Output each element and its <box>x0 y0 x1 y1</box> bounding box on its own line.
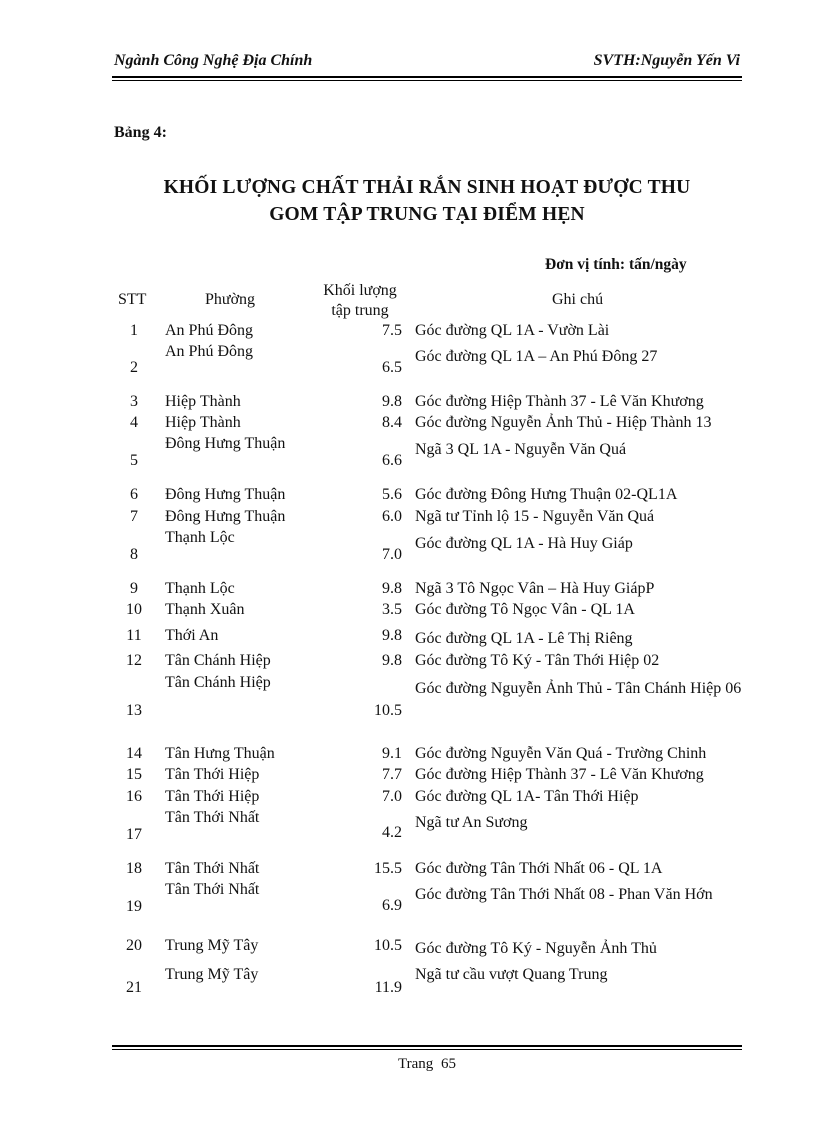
row-ward: Tân Hưng Thuận <box>165 745 275 762</box>
column-header-volume-line1: Khối lượng <box>323 282 397 299</box>
row-stt: 12 <box>126 652 142 669</box>
column-header-note: Ghi chú <box>552 291 604 308</box>
row-volume: 6.5 <box>382 359 402 376</box>
row-stt: 18 <box>126 860 142 877</box>
row-note: Góc đường QL 1A - Hà Huy Giáp <box>415 535 633 552</box>
row-ward: Đông Hưng Thuận <box>165 435 286 452</box>
row-volume: 10.5 <box>374 702 402 719</box>
row-volume: 10.5 <box>374 937 402 954</box>
row-stt: 2 <box>130 359 138 376</box>
row-stt: 13 <box>126 702 142 719</box>
row-note: Góc đường QL 1A - Lê Thị Riêng <box>415 630 633 647</box>
row-note: Ngã tư An Sương <box>415 814 528 831</box>
row-volume: 7.0 <box>382 546 402 563</box>
row-volume: 7.7 <box>382 766 402 783</box>
row-stt: 4 <box>130 414 138 431</box>
row-ward: Hiệp Thành <box>165 414 241 431</box>
row-note: Góc đường Đông Hưng Thuận 02-QL1A <box>415 486 678 503</box>
row-note: Góc đường QL 1A - Vườn Lài <box>415 322 610 339</box>
row-stt: 21 <box>126 979 142 996</box>
row-volume: 5.6 <box>382 486 402 503</box>
column-header-ward: Phường <box>205 291 256 308</box>
row-stt: 16 <box>126 788 142 805</box>
row-volume: 9.8 <box>382 393 402 410</box>
row-volume: 7.0 <box>382 788 402 805</box>
row-volume: 9.1 <box>382 745 402 762</box>
row-stt: 6 <box>130 486 138 503</box>
row-stt: 19 <box>126 898 142 915</box>
row-note: Góc đường Tân Thới Nhất 08 - Phan Văn Hớn <box>415 886 713 903</box>
row-stt: 11 <box>126 627 142 644</box>
page-header <box>112 52 742 74</box>
column-header-stt: STT <box>118 291 147 308</box>
page-label: Trang <box>397 1056 434 1072</box>
row-stt: 3 <box>130 393 138 410</box>
row-stt: 10 <box>126 601 142 618</box>
row-volume: 15.5 <box>374 860 402 877</box>
row-note: Ngã 3 QL 1A - Nguyễn Văn Quá <box>415 441 627 458</box>
row-stt: 15 <box>126 766 142 783</box>
row-ward: Thạnh Lộc <box>165 529 235 546</box>
row-volume: 6.6 <box>382 452 402 469</box>
title-line-2: GOM TẬP TRUNG TẠI ĐIỂM HẸN <box>269 204 585 225</box>
row-volume: 4.2 <box>382 824 402 841</box>
row-stt: 8 <box>130 546 138 563</box>
footer-rule <box>112 1045 742 1047</box>
row-stt: 14 <box>126 745 142 762</box>
row-volume: 9.8 <box>382 627 402 644</box>
column-header-volume <box>310 281 410 321</box>
row-ward: Tân Thới Hiệp <box>165 766 260 783</box>
row-ward: Tân Chánh Hiệp <box>165 674 271 691</box>
row-note: Ngã 3 Tô Ngọc Vân – Hà Huy GiápP <box>415 580 655 597</box>
row-note: Góc đường Tân Thới Nhất 06 - QL 1A <box>415 860 663 877</box>
header-department: Ngành Công Nghệ Địa Chính <box>114 52 313 69</box>
row-ward: Trung Mỹ Tây <box>165 937 259 954</box>
row-ward: Trung Mỹ Tây <box>165 966 259 983</box>
row-ward: Tân Thới Nhất <box>165 809 260 826</box>
row-ward: Hiệp Thành <box>165 393 241 410</box>
header-author: SVTH:Nguyễn Yến Vi <box>593 52 740 69</box>
row-ward: Thạnh Xuân <box>165 601 245 618</box>
row-stt: 20 <box>126 937 142 954</box>
row-volume: 11.9 <box>374 979 402 996</box>
row-note: Góc đường Tô Ngọc Vân - QL 1A <box>415 601 635 618</box>
table-label: Bảng 4: <box>114 124 167 141</box>
row-ward: An Phú Đông <box>165 343 254 360</box>
header-rule <box>112 76 742 78</box>
column-header-volume-line2: tập trung <box>331 302 389 319</box>
row-ward: Đông Hưng Thuận <box>165 508 286 525</box>
row-volume: 7.5 <box>382 322 402 339</box>
row-stt: 5 <box>130 452 138 469</box>
row-volume: 8.4 <box>382 414 402 431</box>
row-note: Góc đường Hiệp Thành 37 - Lê Văn Khương <box>415 393 704 410</box>
row-volume: 6.0 <box>382 508 402 525</box>
header-rule-thin <box>112 80 742 81</box>
row-stt: 7 <box>130 508 138 525</box>
row-ward: Thạnh Lộc <box>165 580 235 597</box>
row-stt: 17 <box>126 826 142 843</box>
row-stt: 1 <box>130 322 138 339</box>
row-note: Góc đường Tô Ký - Tân Thới Hiệp 02 <box>415 652 660 669</box>
row-note: Góc đường Nguyễn Văn Quá - Trường Chinh <box>415 745 707 762</box>
row-ward: Tân Thới Nhất <box>165 881 260 898</box>
row-volume: 3.5 <box>382 601 402 618</box>
row-ward: Tân Thới Hiệp <box>165 788 260 805</box>
row-note: Góc đường Nguyễn Ảnh Thủ - Hiệp Thành 13 <box>415 414 712 431</box>
row-note: Ngã tư cầu vượt Quang Trung <box>415 966 608 983</box>
table-title <box>112 174 742 228</box>
footer-rule-thin <box>112 1049 742 1050</box>
row-ward: Đông Hưng Thuận <box>165 486 286 503</box>
title-line-1: KHỐI LƯỢNG CHẤT THẢI RẮN SINH HOẠT ĐƯỢC THU <box>163 177 691 198</box>
page-number <box>112 1056 742 1073</box>
row-note: Ngã tư Tỉnh lộ 15 - Nguyễn Văn Quá <box>415 508 655 525</box>
row-note: Góc đường Tô Ký - Nguyễn Ảnh Thủ <box>415 940 657 957</box>
row-note: Góc đường QL 1A- Tân Thới Hiệp <box>415 788 639 805</box>
unit-note: Đơn vị tính: tấn/ngày <box>545 256 687 273</box>
row-stt: 9 <box>130 580 138 597</box>
row-ward: An Phú Đông <box>165 322 254 339</box>
row-note: Góc đường Hiệp Thành 37 - Lê Văn Khương <box>415 766 704 783</box>
page-number-value: 65 <box>441 1056 457 1072</box>
row-ward: Tân Thới Nhất <box>165 860 260 877</box>
row-volume: 6.9 <box>382 897 402 914</box>
row-note: Góc đường QL 1A – An Phú Đông 27 <box>415 348 658 365</box>
row-ward: Thới An <box>165 627 219 644</box>
row-note: Góc đường Nguyễn Ảnh Thủ - Tân Chánh Hiệp 06 <box>415 680 742 697</box>
row-volume: 9.8 <box>382 652 402 669</box>
row-volume: 9.8 <box>382 580 402 597</box>
row-ward: Tân Chánh Hiệp <box>165 652 271 669</box>
